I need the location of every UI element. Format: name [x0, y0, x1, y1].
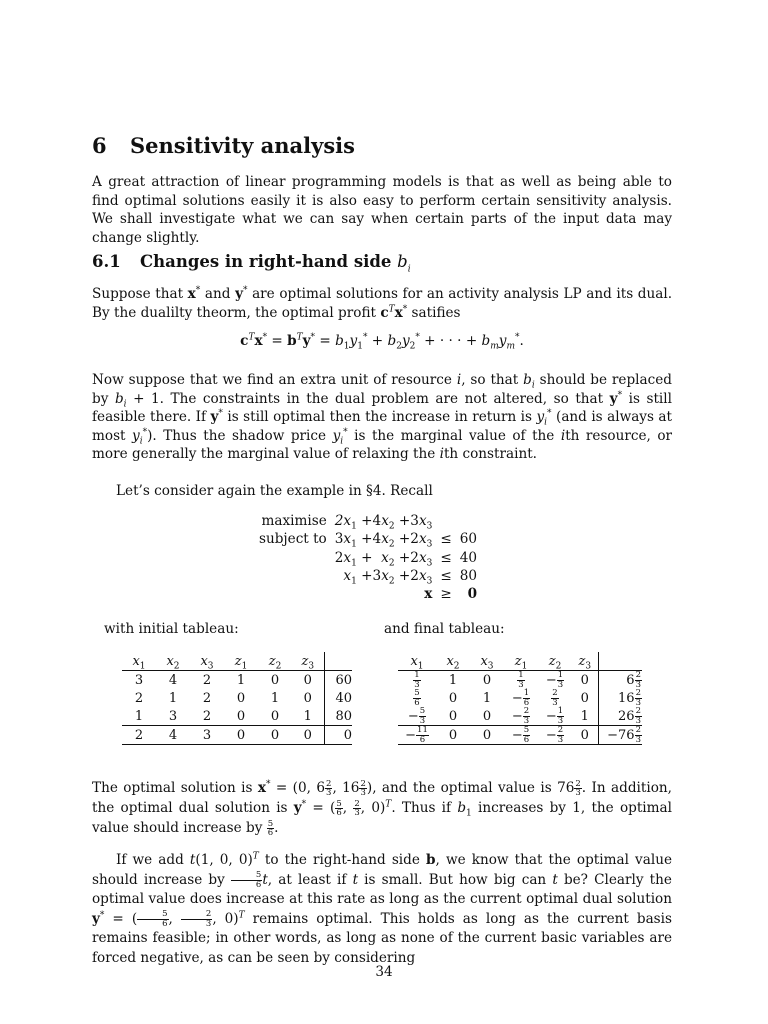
- initial-tableau-cell: 1: [270, 690, 280, 706]
- final-tableau-header-cell: $z_3$: [572, 652, 598, 671]
- initial-tableau-cell: 0: [270, 708, 280, 724]
- paragraph-add: If we add t(1, 0, 0)$^T$ to the right-hand side b, we know that the optimal value should increase by $\frac{5}{6}$ t, at least if t is small. But how big can t be? Clearly the optimal value does increase at this rate as long as the current optimal dual solution y* = ( $\frac{5}{6}$ , $\frac{2}{3}$ , 0)$^T$ remains optimal. This holds as long as the current basis remains feasible; in other words, as long as none of the current basic variables are forced negative, as can be seen by considering: [92, 851, 672, 966]
- final-tableau-cell: $\frac{2}{3}$: [552, 688, 558, 708]
- final-tableau-header-cell: $x_3$: [470, 652, 504, 671]
- section-number: 6: [92, 133, 107, 158]
- final-tableau-cell: − $\frac{5}{3}$: [407, 706, 426, 726]
- initial-tableau-cell: 2: [122, 726, 156, 745]
- initial-tableau-cell: 4: [156, 726, 190, 745]
- initial-tableau-cell: 0: [236, 690, 246, 706]
- final-tableau-cell: − $\frac{5}{6}$: [504, 726, 538, 745]
- subsection-title: Changes in right-hand side: [140, 252, 392, 271]
- final-tableau-cell: 26 $\frac{2}{3}$: [618, 706, 641, 726]
- initial-tableau-cell: 1: [134, 708, 144, 724]
- final-tableau-header-cell: $z_1$: [504, 652, 538, 671]
- initial-tableau-label: with initial tableau:: [104, 621, 239, 637]
- initial-tableau-cell: 0: [292, 726, 324, 745]
- final-tableau-cell: 1: [448, 672, 458, 688]
- subsection-heading: 6.1 Changes in right-hand side $b_i$: [92, 252, 411, 275]
- initial-tableau-cell: 3: [190, 726, 224, 745]
- initial-tableau-cell: 40: [335, 690, 352, 706]
- initial-tableau-cell: 80: [335, 708, 352, 724]
- final-tableau-cell: 0: [572, 726, 598, 745]
- initial-tableau-cell: 0: [292, 671, 324, 690]
- initial-tableau-header-cell: [324, 652, 352, 671]
- initial-tableau-cell: 2: [134, 690, 144, 706]
- initial-tableau-cell: 60: [335, 672, 352, 688]
- final-tableau-cell: 0: [436, 726, 470, 745]
- initial-tableau-cell: 0: [324, 726, 352, 745]
- final-tableau-cell: − $\frac{11}{6}$: [398, 726, 436, 745]
- lp-subject-to-label: subject to: [259, 531, 327, 548]
- final-tableau-header-cell: [598, 652, 642, 671]
- final-tableau-row: [398, 689, 642, 707]
- initial-tableau-cell: 0: [224, 726, 258, 745]
- final-tableau-cell: 0: [482, 708, 492, 724]
- initial-tableau-cell: 1: [236, 672, 246, 688]
- initial-tableau-header-cell: $z_1$: [224, 652, 258, 671]
- initial-tableau-cell: 0: [258, 726, 292, 745]
- section-heading: [92, 133, 355, 158]
- final-tableau-cell: −76 $\frac{2}{3}$: [598, 726, 642, 745]
- final-tableau: [398, 652, 642, 745]
- final-tableau-cell: 16 $\frac{2}{3}$: [618, 688, 641, 708]
- initial-tableau-cell: 2: [202, 690, 212, 706]
- duality-equation: $c^Tx^* = b^Ty^* = b_1y_1^* + b_2y_2^*$ + · · · + $b_my_m^*$.: [240, 332, 524, 352]
- initial-tableau-row: [122, 689, 352, 707]
- final-tableau-cell: 0: [470, 726, 504, 745]
- final-tableau-header-cell: $z_2$: [538, 652, 572, 671]
- final-tableau-row: [398, 707, 642, 726]
- initial-tableau-cell: 4: [168, 672, 178, 688]
- lp-problem: maximise $2x_1 +4x_2 +3x_3$ subject to $3x_1 +4x_2 +2x_3$ ≤ 60 $2x_1 + x_2 +2x_3$ ≤ 40 $x_1 +3x_2 +2x_3$ ≤ 80 x ≥ 0: [255, 512, 481, 603]
- initial-tableau-header-cell: $z_2$: [258, 652, 292, 671]
- final-tableau-cell: − $\frac{1}{3}$: [545, 670, 564, 690]
- final-tableau-cell: 1: [482, 690, 492, 706]
- initial-tableau-header-cell: $z_3$: [292, 652, 324, 671]
- final-tableau-header-row: [398, 652, 642, 671]
- lp-maximise-label: maximise: [261, 513, 327, 530]
- final-tableau-label: and final tableau:: [384, 621, 505, 637]
- initial-tableau-cell: 3: [134, 672, 144, 688]
- final-tableau-header-cell: $x_2$: [436, 652, 470, 671]
- final-tableau-cell: 0: [572, 689, 598, 707]
- initial-tableau-row: [122, 726, 352, 745]
- final-tableau-cell: 6 $\frac{2}{3}$: [626, 670, 641, 690]
- final-tableau-cell: 0: [448, 708, 458, 724]
- initial-tableau-cell: 3: [168, 708, 178, 724]
- initial-tableau-header-cell: $x_2$: [156, 652, 190, 671]
- paragraph-suppose: Suppose that x* and y* are optimal solutions for an activity analysis LP and its dual. By the dualilty theorm, the optimal profit $c^Tx^*$ satifies: [92, 285, 673, 321]
- initial-tableau-header-cell: $x_3$: [190, 652, 224, 671]
- section-title: Sensitivity analysis: [130, 133, 355, 158]
- initial-tableau-header-cell: $x_1$: [122, 652, 156, 671]
- initial-tableau-row: [122, 671, 352, 690]
- subsection-number: 6.1: [92, 252, 121, 271]
- initial-tableau-cell: 2: [202, 708, 212, 724]
- final-tableau-header-cell: $x_1$: [398, 652, 436, 671]
- final-tableau-row: [398, 671, 642, 690]
- paragraph-optimal: The optimal solution is x* = (0, 6 $\frac{2}{3}$ , 16 $\frac{2}{3}$ ), and the optimal value is 76 $\frac{2}{3}$ . In addition, the optimal dual solution is y* = ( $\frac{5}{6}$ , $\frac{2}{3}$ , 0)$^T$. Thus if $b_1$ increases by 1, the optimal value should increase by $\frac{5}{6}$ .: [92, 778, 672, 838]
- final-tableau-cell: − $\frac{2}{3}$: [511, 706, 530, 726]
- paragraph-consider: Let’s consider again the example in §4. Recall: [116, 483, 433, 499]
- paragraph-now-suppose: Now suppose that we find an extra unit of resource i, so that $b_i$ should be replaced by $b_i + 1$. The constraints in the dual problem are not altered, so that y* is still feasible there. If y* is still optimal then the increase in return is $y_i^*$ (and is always at most $y_i^*$). Thus the shadow price $y_i^*$ is the marginal value of the ith resource, or more generally the marginal value of relaxing the ith constraint.: [92, 372, 673, 462]
- initial-tableau: [122, 652, 352, 745]
- initial-tableau-cell: 1: [292, 707, 324, 726]
- initial-tableau-cell: 2: [202, 672, 212, 688]
- final-tableau-cell: 0: [482, 672, 492, 688]
- final-tableau-cell: − $\frac{2}{3}$: [538, 726, 572, 745]
- initial-tableau-cell: 0: [292, 689, 324, 707]
- final-tableau-row: [398, 726, 642, 745]
- initial-tableau-cell: 0: [270, 672, 280, 688]
- final-tableau-cell: $\frac{5}{6}$: [414, 688, 420, 708]
- final-tableau-cell: 0: [448, 690, 458, 706]
- final-tableau-cell: $\frac{1}{3}$: [518, 670, 524, 690]
- final-tableau-cell: − $\frac{1}{6}$: [511, 688, 530, 708]
- final-tableau-cell: $\frac{1}{3}$: [414, 670, 420, 690]
- initial-tableau-row: [122, 707, 352, 726]
- final-tableau-cell: − $\frac{1}{3}$: [545, 706, 564, 726]
- intro-paragraph: A great attraction of linear programming models is that as well as being able to find optimal solutions easily it is also easy to perform certain sensitivity analysis. We shall investigate what we can say when certain parts of the input data may change slightly.: [92, 174, 672, 246]
- final-tableau-cell: 0: [572, 671, 598, 690]
- initial-tableau-header-row: [122, 652, 352, 671]
- initial-tableau-cell: 1: [168, 690, 178, 706]
- initial-tableau-cell: 0: [236, 708, 246, 724]
- final-tableau-cell: 1: [572, 707, 598, 726]
- page-number: 34: [375, 964, 393, 980]
